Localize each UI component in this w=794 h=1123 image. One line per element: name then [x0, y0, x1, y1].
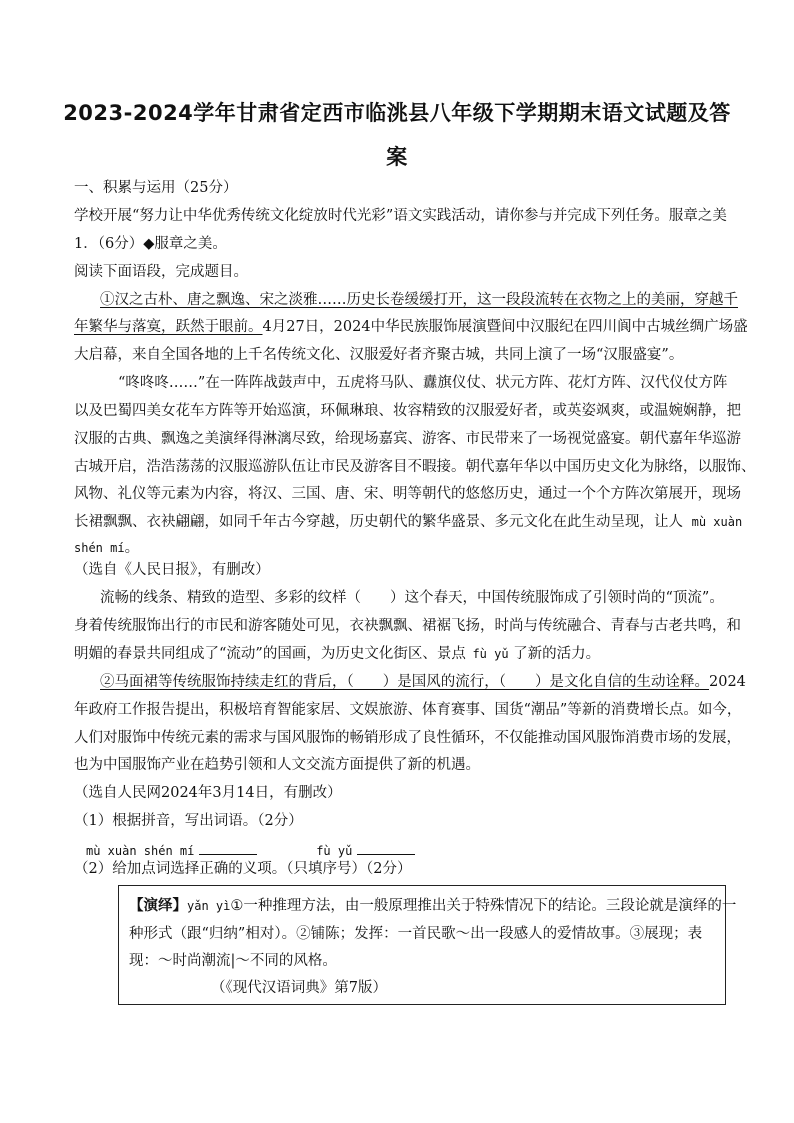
underlined-sentence-1-end: 年繁华与落寞，跃然于眼前。: [74, 319, 263, 335]
question-1-heading: 1．（6分）◆服章之美。: [74, 236, 227, 252]
page-title-continued: 案: [386, 145, 408, 169]
passage-paragraph-2-line-2: 以及巴蜀四美女花车方阵等开始巡演，环佩琳琅、妆容精致的汉服爱好者，或英姿飒爽，或温婉娴静，把: [74, 403, 741, 419]
entry-headword: 【演绎】: [129, 897, 187, 914]
paragraph-1-text: 4月27日，2024中华民族服饰展演暨间中汉服纪在四川阆中古城丝绸广场盛: [262, 319, 748, 335]
paragraph-4-text: 2024: [709, 674, 746, 690]
passage-paragraph-2-line-6: [74, 515, 742, 530]
dictionary-entry-line-2: 种形式（跟“归纳”相对）。②铺陈；发挥：一首民歌～出一段感人的爱情故事。③展现；表: [129, 926, 703, 942]
answer-blank[interactable]: [357, 842, 415, 855]
passage-paragraph-1-line-1: [100, 293, 738, 308]
passage-paragraph-2-line-5: 风物、礼仪等元素为内容，将汉、三国、唐、宋、明等朝代的悠悠历史，通过一个个方阵次第展开，现场: [74, 486, 741, 502]
passage-paragraph-4-line-3: 人们对服饰中传统元素的需求与国风服饰的畅销形成了良性循环，不仅能推动国风服饰消费市场的发展，: [74, 730, 741, 746]
paragraph-3-end: 了新的活力。: [513, 646, 601, 662]
passage-paragraph-2-line-7: [74, 541, 139, 556]
dictionary-entry-line-3: 现：～时尚潮流|～不同的风格。: [129, 953, 337, 969]
pinyin-prompt: shén mí: [74, 541, 125, 555]
passage-paragraph-2-line-4: 古城开启，浩浩荡荡的汉服巡游队伍让市民及游客目不暇接。朝代嘉年华以中国历史文化为脉络，以服饰、: [74, 459, 756, 475]
underlined-sentence-1: ①汉之古朴、唐之飘逸、宋之淡雅……历史长卷缓缓打开，这一段段流转在衣物之上的美丽，穿越千: [100, 292, 738, 308]
passage-paragraph-4-line-2: 年政府工作报告提出，积极培育智能家居、文娱旅游、体育赛事、国货“潮品”等新的消费增长点。如今，: [74, 702, 742, 718]
passage-paragraph-3-line-3: [74, 647, 600, 662]
passage-paragraph-3-line-2: 身着传统服饰出行的市民和游客随处可见，衣袂飘飘、裙裾飞扬，时尚与传统融合、青春与古老共鸣，和: [74, 618, 741, 634]
source-note-1: （选自《人民日报》，有删改）: [74, 562, 270, 578]
pinyin-prompt: mù xuàn: [691, 515, 743, 529]
source-note-2: （选自人民网2024年3月14日，有删改）: [74, 785, 342, 801]
underlined-sentence-2: ②马面裙等传统服饰持续走红的背后，（ ）是国风的流行，（ ）是文化自信的生动诠释。: [100, 674, 709, 690]
paragraph-2-end: 。: [124, 540, 140, 556]
dictionary-entry-line-1: [129, 894, 736, 915]
passage-paragraph-4-line-4: 也为中国服饰产业在趋势引领和人文交流方面提供了新的机遇。: [74, 757, 480, 773]
pinyin-prompt: fù yǔ: [316, 844, 353, 858]
passage-paragraph-3-line-1: 流畅的线条、精致的造型、多彩的纹样（ ）这个春天，中国传统服饰成了引领时尚的“顶流”。: [100, 590, 724, 606]
entry-definition: ①一种推理方法，由一般原理推出关于特殊情况下的结论。三段论就是演绎的一: [230, 898, 737, 914]
answer-blank[interactable]: [199, 842, 257, 855]
entry-pinyin: yǎn yì: [187, 899, 231, 913]
pinyin-prompt: fù yǔ: [472, 647, 509, 661]
dictionary-entry-box: [118, 885, 737, 1005]
pinyin-prompt: mù xuàn shén mí: [86, 844, 195, 858]
sub-question-1: （1）根据拼音，写出词语。（2分）: [74, 813, 303, 829]
passage-paragraph-1-line-2: [74, 320, 748, 335]
sub-question-2: （2）给加点词选择正确的义项。（只填序号）（2分）: [74, 861, 412, 877]
section-heading: 一、积累与运用（25分）: [74, 180, 238, 196]
passage-paragraph-2-line-3: 汉服的古典、飘逸之美演绎得淋漓尽致，给现场嘉宾、游客、市民带来了一场视觉盛宴。朝代嘉年华巡游: [74, 431, 741, 447]
dictionary-source: （《现代汉语词典》第7版）: [211, 980, 387, 996]
pinyin-answer-row: [86, 842, 415, 859]
passage-paragraph-1-line-3: 大启幕，来自全国各地的上千名传统文化、汉服爱好者齐聚古城，共同上演了一场“汉服盛宴”。: [74, 347, 684, 363]
passage-paragraph-4-line-1: [100, 675, 746, 690]
reading-instruction: 阅读下面语段，完成题目。: [74, 264, 248, 280]
passage-paragraph-2-line-1: “咚咚咚……”在一阵阵战鼓声中，五虎将马队、纛旗仪仗、状元方阵、花灯方阵、汉代仪仗方阵: [118, 375, 728, 391]
page-title: 2023-2024学年甘肃省定西市临洮县八年级下学期期末语文试题及答: [63, 101, 731, 125]
paragraph-2-text: 长裙飘飘、衣袂翩翩，如同千年古今穿越，历史朝代的繁华盛景、多元文化在此生动呈现，让人: [74, 514, 683, 530]
paragraph-3-text: 明媚的春景共同组成了“流动”的国画，为历史文化街区、景点: [74, 646, 466, 662]
intro-text: 学校开展“努力让中华优秀传统文化绽放时代光彩”语文实践活动，请你参与并完成下列任务。服章之美: [74, 208, 727, 224]
